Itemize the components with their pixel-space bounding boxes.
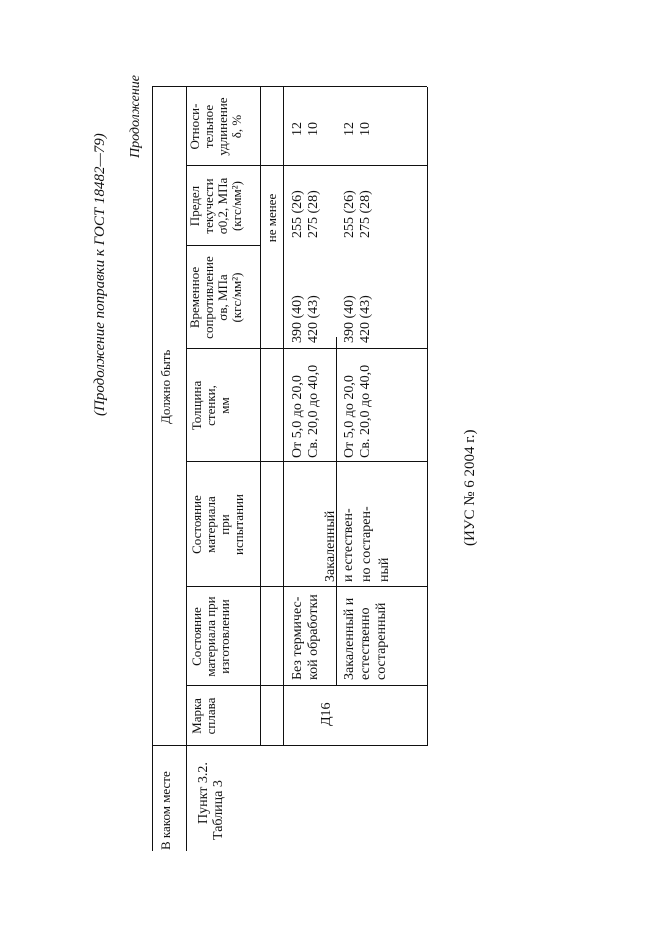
row2-elongation: 12 10 [342, 122, 373, 136]
row2-thickness: От 5,0 до 20,0 Св. 20,0 до 40,0 [342, 364, 373, 458]
grade-value: Д16 [319, 702, 334, 726]
row2-tensile: 390 (40) 420 (43) [342, 295, 373, 343]
row1-thickness: От 5,0 до 20,0 Св. 20,0 до 40,0 [290, 364, 321, 458]
header-grade: Марка сплава [189, 697, 218, 735]
continuation-label: Продолжение [128, 75, 143, 158]
document-title: (Продолжение поправки к ГОСТ 18482—79) [92, 133, 108, 416]
header-state-testing: Состояние материала при испытании [189, 494, 246, 555]
row1-tensile: 390 (40) 420 (43) [290, 295, 321, 343]
header-wall-thickness: Толщина стенки, мм [189, 380, 232, 431]
header-yield-strength: Предел текучести σ0,2, МПа (кгс/мм²) [187, 177, 244, 235]
row1-elongation: 12 10 [290, 122, 321, 136]
header-tensile-strength: Временное сопротивление σв, МПа (кгс/мм²) [187, 256, 244, 339]
header-state-manufacture: Состояние материала при изготовлении [189, 596, 232, 677]
row1-manufacture-state: Без термичес- кой обработки [290, 594, 321, 680]
footer-note: (ИУС № 6 2004 г.) [462, 429, 478, 546]
not-less-label: не менее [264, 193, 279, 243]
row1-yield: 255 (26) 275 (28) [290, 190, 321, 238]
header-where: В каком месте [158, 771, 173, 850]
where-value: Пункт 3.2. Таблица 3 [196, 762, 226, 840]
row2-manufacture-state: Закаленный и естественно состаренный [342, 597, 389, 680]
test-state-value: Закаленный и естествен- но состарен- ный [323, 506, 392, 582]
header-should-be: Должно быть [158, 349, 173, 424]
row2-yield: 255 (26) 275 (28) [342, 190, 373, 238]
header-elongation: Относи- тельное удлинение δ, % [187, 97, 244, 156]
